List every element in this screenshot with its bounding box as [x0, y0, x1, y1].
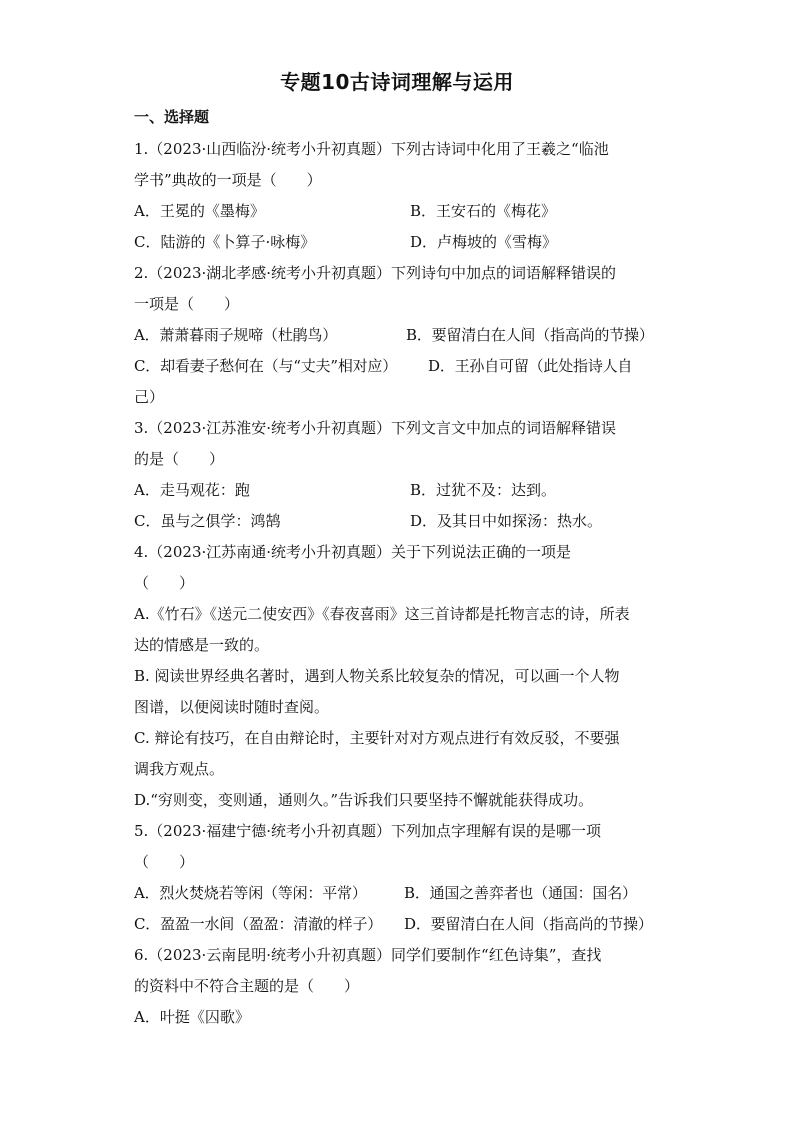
- option-c-line: C. 辩论有技巧，在自由辩论时，主要针对对方观点进行有效反驳，不要强: [134, 729, 620, 747]
- option-d: D．要留清白在人间（指高尚的节操）: [404, 915, 653, 933]
- question-3: [134, 413, 664, 537]
- option-c: C．盈盈一水间（盈盈：清澈的样子）: [134, 915, 383, 933]
- question-stem-line: （ ）: [134, 853, 195, 871]
- question-stem-line: 4.（2023·江苏南通·统考小升初真题）关于下列说法正确的一项是: [134, 543, 572, 561]
- option-c: C．虽与之俱学：鸿鹄: [134, 512, 281, 530]
- question-stem-line: （ ）: [134, 574, 195, 592]
- option-b-line: B. 阅读世界经典名著时，遇到人物关系比较复杂的情况，可以画一个人物: [134, 667, 620, 685]
- option-c: C．陆游的《卜算子·咏梅》: [134, 233, 316, 251]
- option-a-line: 达的情感是一致的。: [134, 636, 270, 654]
- question-stem-line: 5.（2023·福建宁德·统考小升初真题）下列加点字理解有误的是哪一项: [134, 822, 602, 840]
- option-row: [134, 196, 664, 227]
- section-heading: 一、选择题: [134, 108, 210, 126]
- option-b: B．要留清白在人间（指高尚的节操）: [406, 326, 654, 344]
- question-4: [134, 537, 664, 816]
- option-d: D．王孙自可留（此处指诗人自: [428, 357, 633, 375]
- option-row: [134, 320, 664, 351]
- option-c-line: 调我方观点。: [134, 760, 225, 778]
- option-row: [134, 351, 664, 382]
- option-b: B．通国之善弈者也（通国：国名）: [404, 884, 637, 902]
- option-row: [134, 475, 664, 506]
- question-stem-line: 2.（2023·湖北孝感·统考小升初真题）下列诗句中加点的词语解释错误的: [134, 264, 617, 282]
- question-stem-line: 的资料中不符合主题的是（ ）: [134, 977, 360, 995]
- option-continuation: 己）: [134, 388, 165, 406]
- question-2: [134, 258, 664, 413]
- option-a: A．叶挺《囚歌》: [134, 1008, 250, 1026]
- option-b: B．过犹不及：达到。: [410, 481, 557, 499]
- question-stem-line: 的是（ ）: [134, 450, 225, 468]
- option-b-line: 图谱，以便阅读时随时查阅。: [134, 698, 330, 716]
- option-row: [134, 878, 664, 909]
- option-row: [134, 506, 664, 537]
- question-stem-line: 6.（2023·云南昆明·统考小升初真题）同学们要制作“红色诗集”，查找: [134, 946, 602, 964]
- question-stem-line: 3.（2023·江苏淮安·统考小升初真题）下列文言文中加点的词语解释错误: [134, 419, 617, 437]
- option-a: A．烈火焚烧若等闲（等闲：平常）: [134, 884, 367, 902]
- option-a: A．走马观花：跑: [134, 481, 250, 499]
- question-5: [134, 816, 664, 940]
- option-row: [134, 909, 664, 940]
- option-d-line: D.“穷则变，变则通，通则久。”告诉我们只要坚持不懈就能获得成功。: [134, 791, 594, 809]
- page-title: 专题10古诗词理解与运用: [280, 70, 514, 94]
- option-a: A．王冕的《墨梅》: [134, 202, 265, 220]
- option-a-line: A.《竹石》《送元二使安西》《春夜喜雨》这三首诗都是托物言志的诗，所表: [134, 605, 630, 623]
- question-list: [134, 134, 664, 1033]
- option-d: D．卢梅坡的《雪梅》: [410, 233, 558, 251]
- option-b: B．王安石的《梅花》: [410, 202, 557, 220]
- option-row: [134, 227, 664, 258]
- question-stem-line: 一项是（ ）: [134, 295, 240, 313]
- option-d: D．及其日中如探汤：热水。: [410, 512, 603, 530]
- question-stem-line: 1.（2023·山西临汾·统考小升初真题）下列古诗词中化用了王羲之“临池: [134, 140, 609, 158]
- option-a: A．萧萧暮雨子规啼（杜鹃鸟）: [134, 326, 338, 344]
- question-1: [134, 134, 664, 258]
- option-c: C．却看妻子愁何在（与“丈夫”相对应）: [134, 357, 398, 375]
- question-6: [134, 940, 664, 1033]
- question-stem-line: 学书”典故的一项是（ ）: [134, 171, 322, 189]
